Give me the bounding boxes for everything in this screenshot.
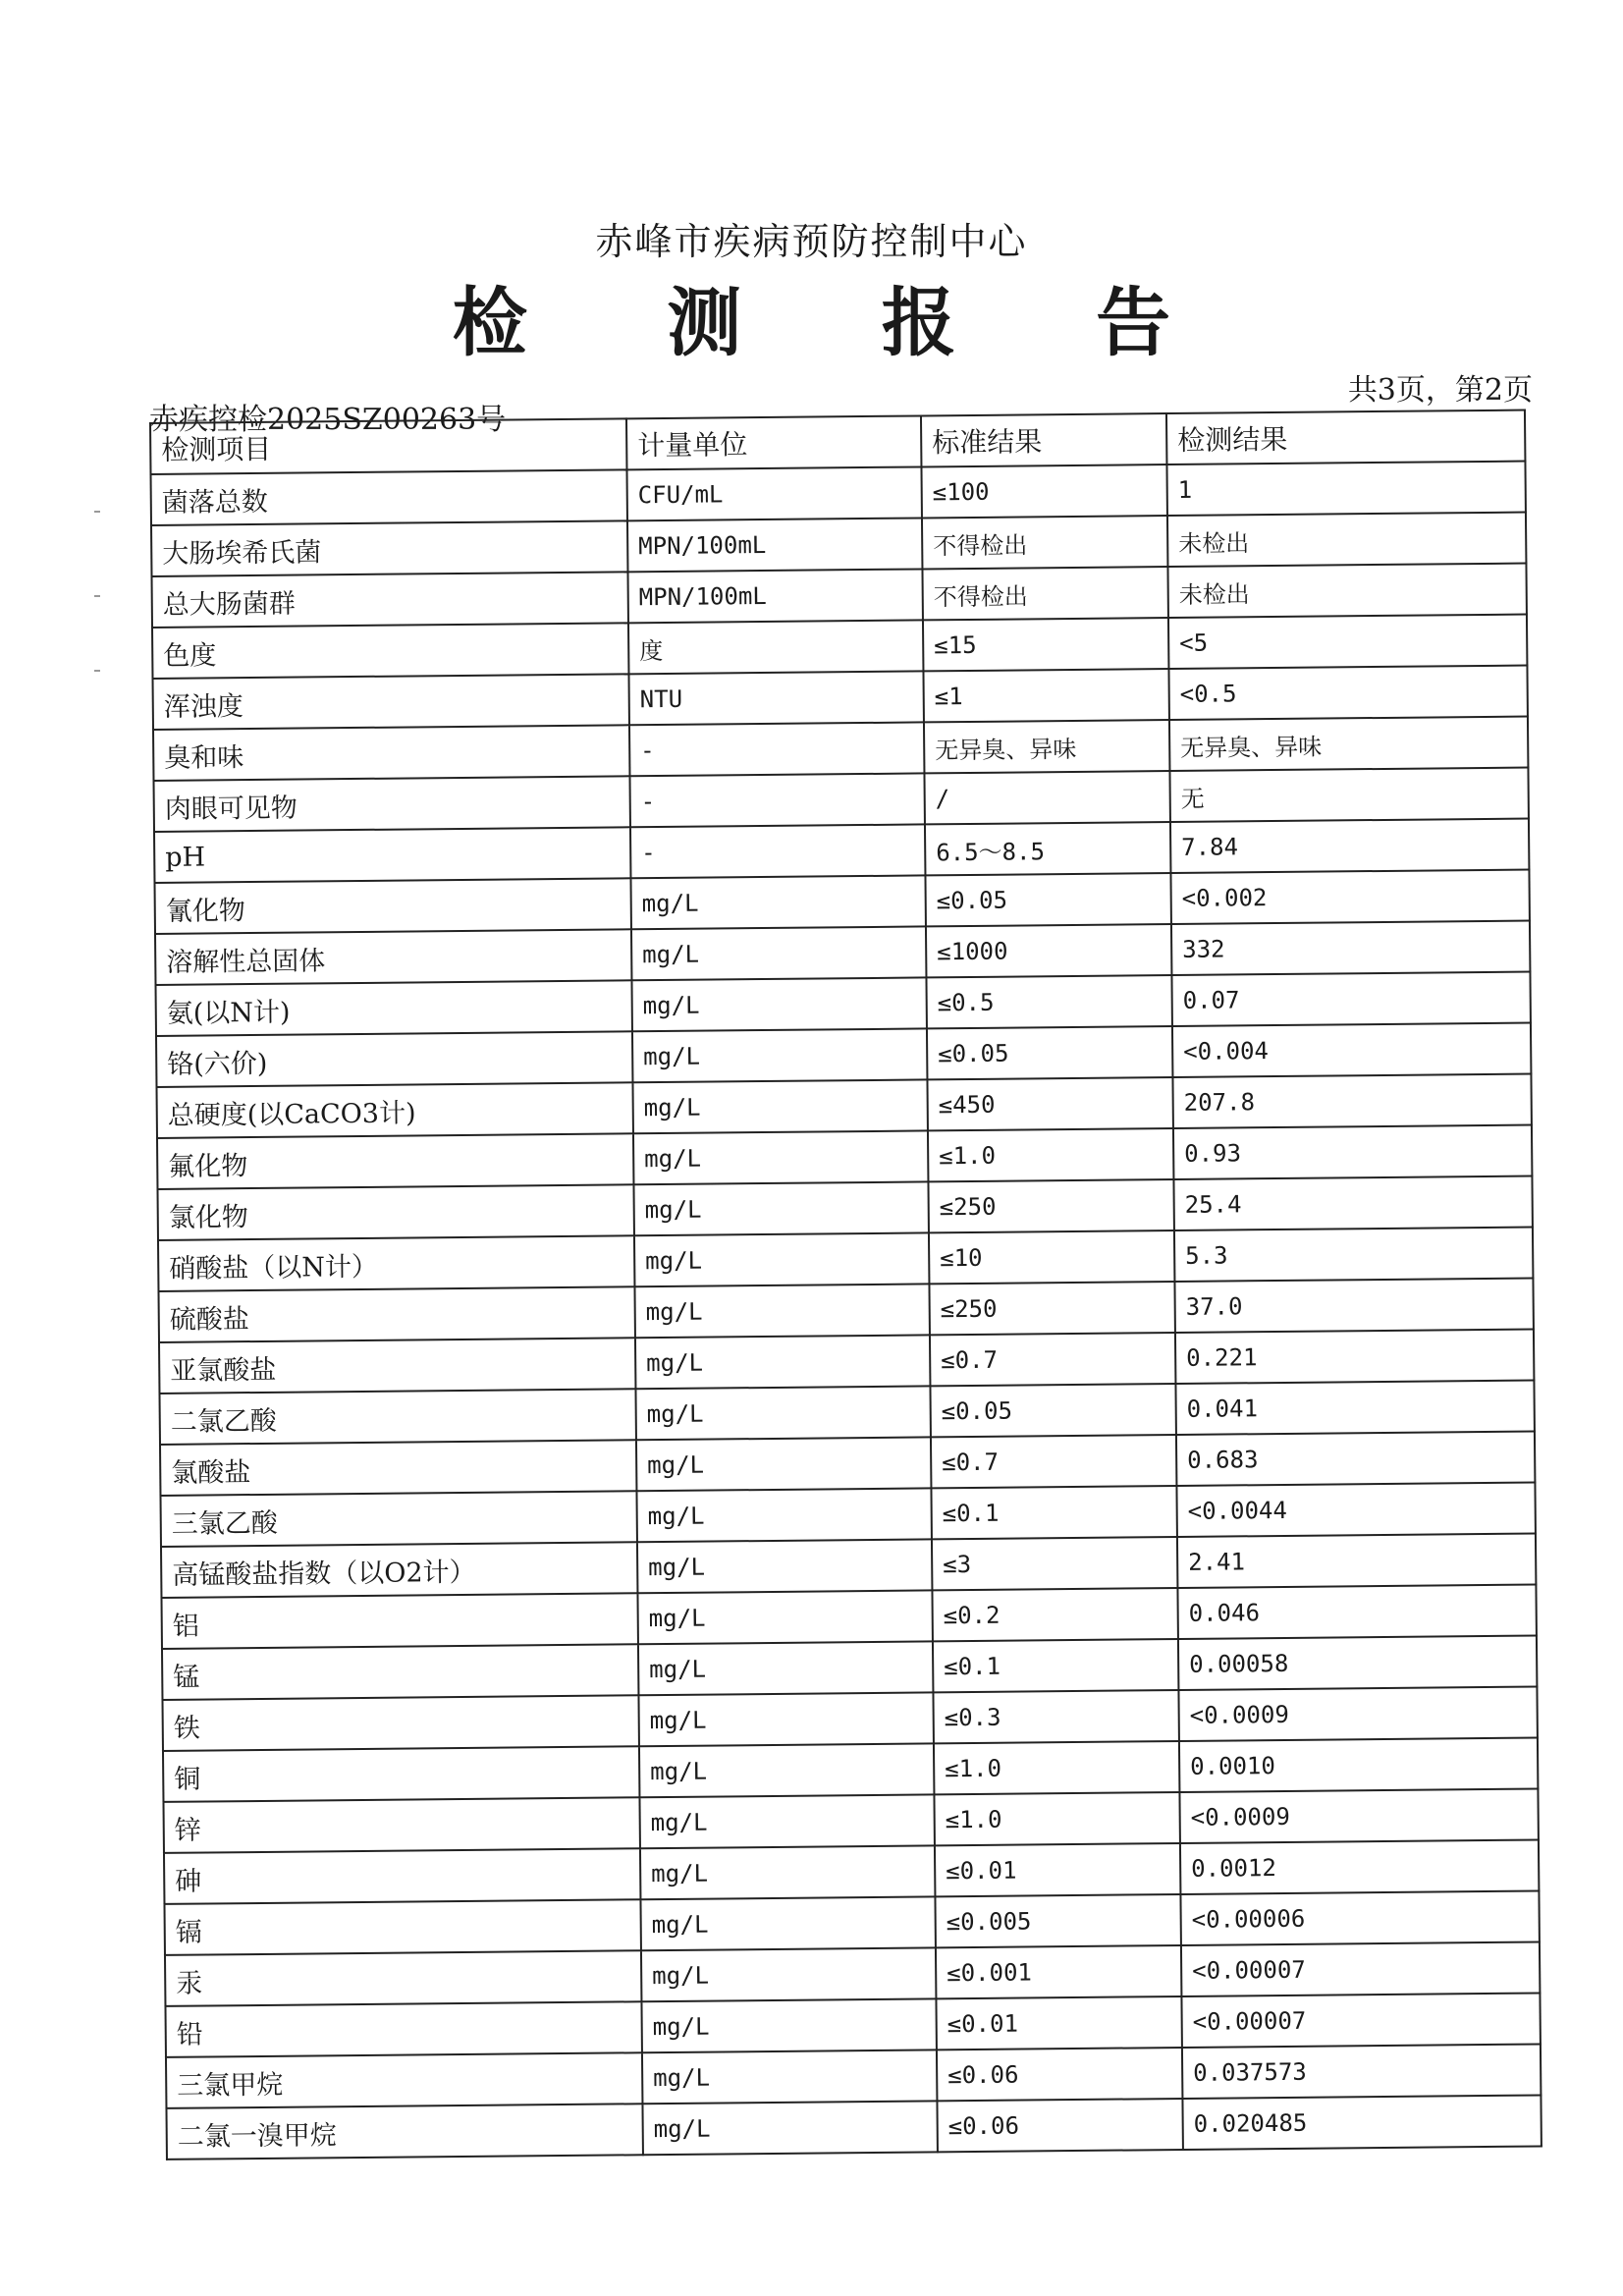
- cell-unit: -: [629, 722, 924, 776]
- cell-unit: mg/L: [639, 1743, 934, 1797]
- cell-item: 大肠埃希氏菌: [151, 520, 627, 576]
- scan-mark: [94, 595, 100, 597]
- cell-result: 0.221: [1175, 1330, 1534, 1385]
- cell-unit: mg/L: [630, 875, 925, 929]
- cell-unit: mg/L: [634, 1284, 929, 1338]
- cell-result: 0.93: [1173, 1125, 1532, 1180]
- header-cell-standard: 标准结果: [921, 413, 1166, 466]
- cell-standard: ≤0.01: [936, 1996, 1181, 2050]
- cell-item: 总硬度(以CaCO3计): [156, 1082, 632, 1138]
- cell-unit: mg/L: [637, 1590, 932, 1644]
- cell-result: 0.00058: [1178, 1635, 1537, 1690]
- cell-standard: ≤250: [928, 1179, 1173, 1232]
- cell-standard: ≤0.005: [935, 1894, 1180, 1947]
- cell-standard: ≤0.05: [930, 1384, 1175, 1437]
- cell-unit: mg/L: [632, 1079, 927, 1133]
- cell-standard: ≤100: [921, 465, 1166, 518]
- cell-item: 氯酸盐: [160, 1440, 636, 1496]
- cell-item: 硝酸盐（以N计）: [158, 1235, 634, 1291]
- cell-unit: mg/L: [641, 1998, 936, 2052]
- cell-result: <5: [1168, 615, 1527, 670]
- cell-item: 铁: [162, 1695, 638, 1751]
- cell-unit: -: [630, 824, 925, 878]
- cell-item: 氟化物: [157, 1133, 633, 1189]
- cell-standard: ≤1: [923, 669, 1168, 722]
- cell-result: <0.00007: [1181, 1993, 1540, 2048]
- cell-standard: ≤0.05: [927, 1026, 1172, 1079]
- cell-unit: mg/L: [639, 1794, 934, 1848]
- cell-unit: mg/L: [636, 1437, 931, 1491]
- cell-item: 铬(六价): [156, 1031, 632, 1087]
- cell-standard: ≤0.3: [933, 1690, 1178, 1743]
- header-cell-result: 检测结果: [1166, 410, 1525, 465]
- cell-item: 氰化物: [155, 878, 631, 934]
- cell-result: <0.0009: [1179, 1788, 1538, 1843]
- cell-result: <0.0009: [1178, 1686, 1537, 1741]
- cell-item: 三氯甲烷: [166, 2052, 642, 2108]
- cell-item: 锰: [162, 1644, 638, 1700]
- cell-standard: ≤450: [927, 1077, 1172, 1130]
- cell-standard: ≤1.0: [934, 1792, 1179, 1845]
- cell-item: 高锰酸盐指数（以O2计）: [161, 1542, 637, 1598]
- header-cell-item: 检测项目: [150, 418, 626, 474]
- cell-standard: ≤1.0: [934, 1741, 1179, 1794]
- cell-item: 三氯乙酸: [160, 1491, 636, 1547]
- cell-unit: mg/L: [638, 1641, 933, 1695]
- cell-result: 0.0012: [1180, 1839, 1539, 1894]
- cell-result: 5.3: [1174, 1228, 1533, 1283]
- cell-unit: mg/L: [632, 1028, 927, 1082]
- cell-unit: mg/L: [631, 977, 926, 1031]
- cell-unit: mg/L: [631, 926, 926, 980]
- cell-result: <0.00006: [1180, 1890, 1539, 1945]
- cell-item: 砷: [164, 1848, 640, 1904]
- cell-standard: ≤1.0: [928, 1128, 1173, 1181]
- cell-result: 0.020485: [1182, 2095, 1541, 2150]
- cell-item: 二氯一溴甲烷: [166, 2104, 642, 2159]
- cell-result: 无: [1169, 768, 1528, 823]
- cell-item: 臭和味: [153, 725, 629, 781]
- cell-standard: 无异臭、异味: [924, 720, 1169, 773]
- cell-standard: 6.5～8.5: [925, 822, 1170, 875]
- cell-unit: CFU/mL: [626, 466, 921, 520]
- cell-item: 氯化物: [157, 1184, 633, 1240]
- cell-result: 37.0: [1174, 1279, 1533, 1334]
- report-number: 赤疾控检2025SZ00263号: [149, 403, 507, 437]
- cell-unit: NTU: [628, 671, 923, 725]
- cell-item: 汞: [165, 1950, 641, 2006]
- cell-result: <0.002: [1170, 870, 1529, 925]
- cell-unit: mg/L: [638, 1692, 933, 1746]
- cell-item: 总大肠菌群: [152, 572, 628, 628]
- cell-standard: /: [924, 771, 1169, 824]
- results-table-wrapper: [149, 410, 1541, 2160]
- cell-result: 0.07: [1171, 972, 1530, 1027]
- cell-unit: MPN/100mL: [627, 518, 922, 572]
- cell-result: 2.41: [1177, 1533, 1536, 1588]
- cell-unit: mg/L: [633, 1181, 928, 1235]
- cell-result: 未检出: [1167, 564, 1526, 619]
- page-info: 共3页，第2页: [1347, 373, 1533, 408]
- cell-unit: mg/L: [635, 1335, 930, 1389]
- cell-standard: ≤0.1: [931, 1486, 1176, 1539]
- cell-item: 铅: [165, 2001, 641, 2057]
- scan-mark: [94, 670, 100, 672]
- cell-item: pH: [154, 827, 630, 883]
- cell-item: 铝: [161, 1593, 637, 1649]
- cell-item: 浑浊度: [153, 674, 629, 730]
- cell-unit: MPN/100mL: [627, 569, 922, 623]
- cell-unit: mg/L: [637, 1539, 932, 1593]
- cell-standard: 不得检出: [922, 567, 1167, 620]
- cell-unit: mg/L: [642, 2101, 937, 2155]
- cell-result: 332: [1171, 921, 1530, 976]
- cell-result: 7.84: [1170, 819, 1529, 874]
- cell-unit: mg/L: [636, 1488, 931, 1542]
- header-cell-unit: 计量单位: [626, 415, 921, 469]
- cell-item: 铜: [163, 1746, 639, 1802]
- cell-standard: ≤0.06: [937, 2048, 1182, 2101]
- cell-item: 二氯乙酸: [159, 1389, 635, 1445]
- cell-standard: ≤0.06: [937, 2099, 1182, 2152]
- cell-standard: ≤0.05: [925, 873, 1170, 926]
- cell-unit: 度: [628, 620, 923, 674]
- cell-result: 1: [1166, 462, 1525, 517]
- results-table: [149, 410, 1542, 2160]
- cell-unit: mg/L: [642, 2050, 937, 2104]
- cell-item: 亚氯酸盐: [159, 1338, 635, 1394]
- cell-result: <0.00007: [1181, 1941, 1540, 1996]
- cell-standard: ≤15: [923, 618, 1168, 671]
- cell-item: 肉眼可见物: [154, 776, 630, 832]
- cell-standard: 不得检出: [922, 516, 1167, 569]
- cell-standard: ≤1000: [926, 924, 1171, 977]
- cell-item: 色度: [152, 623, 628, 679]
- cell-unit: -: [629, 773, 924, 827]
- cell-item: 氨(以N计): [156, 980, 632, 1036]
- cell-result: 0.046: [1177, 1584, 1536, 1639]
- cell-unit: mg/L: [633, 1130, 928, 1184]
- cell-standard: ≤0.7: [931, 1435, 1176, 1488]
- cell-result: <0.0044: [1176, 1483, 1535, 1538]
- cell-result: 207.8: [1172, 1074, 1531, 1129]
- cell-standard: ≤0.2: [932, 1588, 1177, 1641]
- cell-standard: ≤10: [929, 1230, 1174, 1284]
- cell-item: 溶解性总固体: [155, 929, 631, 985]
- cell-result: 0.041: [1175, 1381, 1534, 1436]
- cell-unit: mg/L: [635, 1386, 930, 1440]
- report-title: 检 测 报 告: [452, 279, 1228, 366]
- cell-result: <0.5: [1168, 666, 1527, 721]
- cell-standard: ≤250: [929, 1282, 1174, 1335]
- cell-result: 无异臭、异味: [1169, 717, 1528, 772]
- organization-name: 赤峰市疾病预防控制中心: [595, 220, 1028, 263]
- cell-unit: mg/L: [640, 1845, 935, 1899]
- cell-result: 0.683: [1176, 1432, 1535, 1487]
- cell-standard: ≤3: [932, 1537, 1177, 1590]
- cell-item: 菌落总数: [151, 469, 627, 525]
- cell-standard: ≤0.01: [935, 1843, 1180, 1896]
- scan-mark: [94, 511, 100, 513]
- cell-standard: ≤0.001: [936, 1945, 1181, 1998]
- cell-unit: mg/L: [634, 1232, 929, 1286]
- cell-unit: mg/L: [640, 1896, 935, 1950]
- cell-result: 0.037573: [1182, 2044, 1541, 2099]
- cell-unit: mg/L: [641, 1947, 936, 2001]
- cell-result: 25.4: [1173, 1176, 1532, 1231]
- cell-result: 0.0010: [1179, 1737, 1538, 1792]
- cell-item: 硫酸盐: [158, 1286, 634, 1342]
- cell-result: <0.004: [1172, 1023, 1531, 1078]
- cell-result: 未检出: [1167, 513, 1526, 568]
- cell-item: 锌: [163, 1797, 639, 1853]
- cell-item: 镉: [164, 1899, 640, 1955]
- cell-standard: ≤0.5: [926, 975, 1171, 1028]
- cell-standard: ≤0.1: [933, 1639, 1178, 1692]
- cell-standard: ≤0.7: [930, 1333, 1175, 1386]
